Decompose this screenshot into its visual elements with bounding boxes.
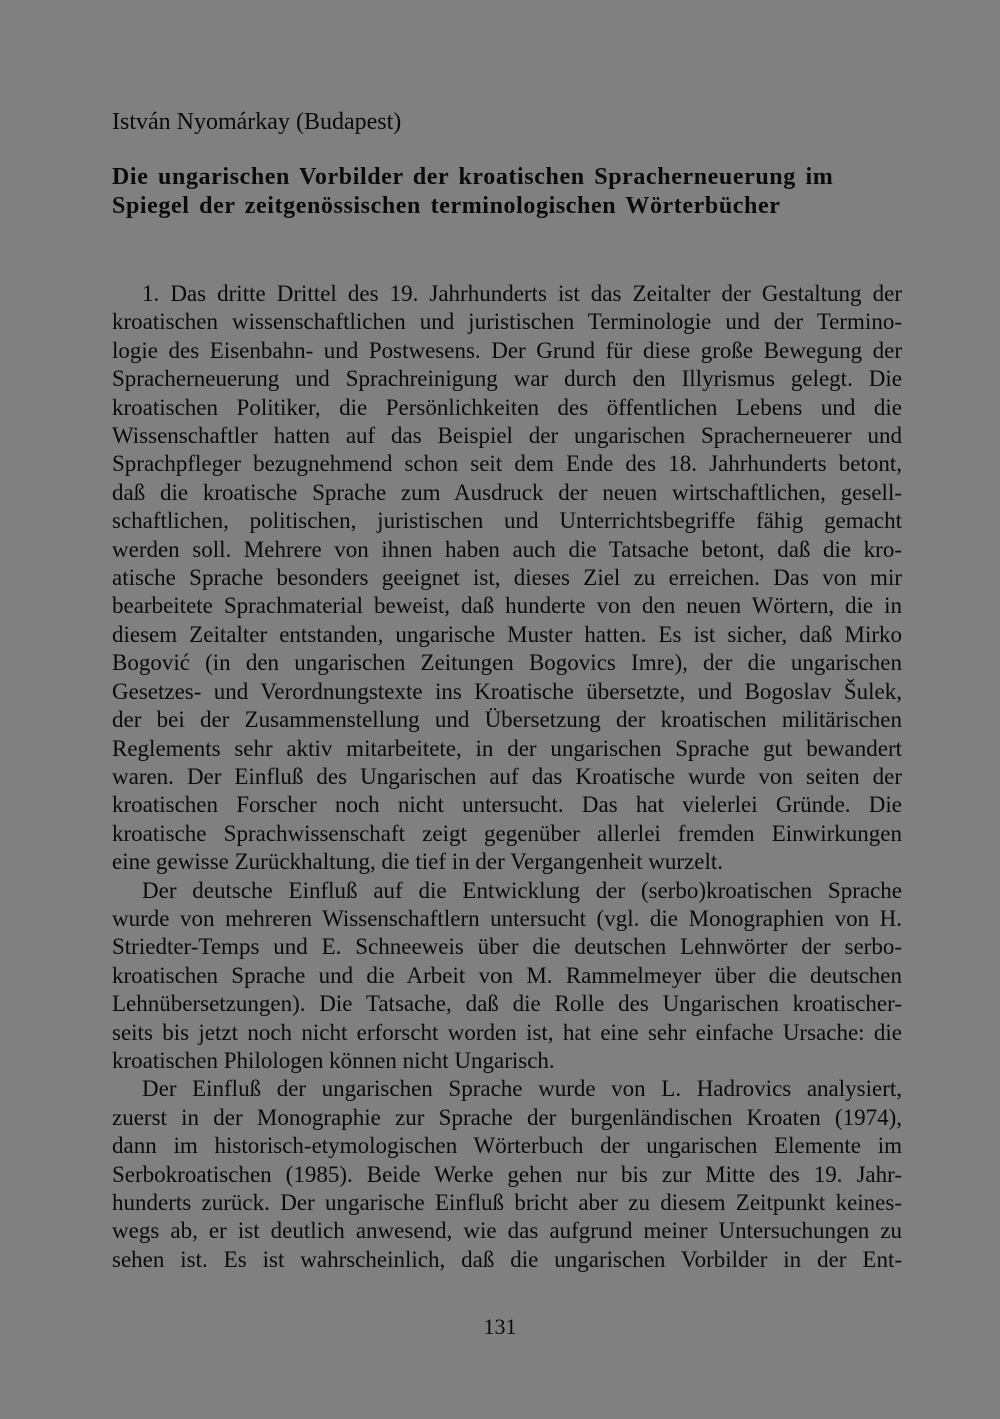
text-line: eine gewisse Zurückhaltung, die tief in der Vergangenheit wurzelt. xyxy=(112,849,724,875)
text-line: kroatische Sprachwissenschaft zeigt gegenüber allerlei fremden Einwirkungen xyxy=(112,820,902,846)
text-line: kroatischen Forscher noch nicht untersucht. Das hat vielerlei Gründe. Die xyxy=(112,792,902,818)
text-line: kroatischen wissenschaftlichen und juristischen Terminologie und der Termino- xyxy=(112,309,902,335)
text-line: dann im historisch-etymologischen Wörterbuch der ungarischen Elemente im xyxy=(112,1133,902,1159)
article-title xyxy=(112,163,902,221)
text-line: Gesetzes- und Verordnungstexte ins Kroatische übersetzte, und Bogoslav Šulek, xyxy=(112,678,902,704)
text-line: zuerst in der Monographie zur Sprache der burgenländischen Kroaten (1974), xyxy=(112,1104,902,1130)
text-line: Wissenschaftler hatten auf das Beispiel der ungarischen Spracherneuerer und xyxy=(112,423,902,449)
page-number: 131 xyxy=(483,1314,517,1339)
text-line: wurde von mehreren Wissenschaftlern untersucht (vgl. die Monographien von H. xyxy=(112,905,902,931)
text-line: daß die kroatische Sprache zum Ausdruck der neuen wirtschaftlichen, gesell- xyxy=(112,479,902,505)
paragraph-1 xyxy=(112,280,902,877)
text-line: hunderts zurück. Der ungarische Einfluß bricht aber zu diesem Zeitpunkt keines- xyxy=(112,1190,902,1215)
text-line: diesem Zeitalter entstanden, ungarische Muster hatten. Es ist sicher, daß Mirko xyxy=(112,621,902,647)
text-line: kroatischen Politiker, die Persönlichkeiten des öffentlichen Lebens und die xyxy=(112,394,902,420)
text-line: kroatischen Philologen können nicht Ungarisch. xyxy=(112,1047,555,1073)
author-line: István Nyomárkay (Budapest) xyxy=(112,109,402,135)
text-line: atische Sprache besonders geeignet ist, dieses Ziel zu erreichen. Das von mir xyxy=(112,565,902,591)
text-line: bearbeitete Sprachmaterial beweist, daß hunderte von den neuen Wörtern, die in xyxy=(112,593,902,619)
text-line: 1. Das dritte Drittel des 19. Jahrhunderts ist das Zeitalter der Gestaltung der xyxy=(142,281,902,306)
text-line: schaftlichen, politischen, juristischen und Unterrichtsbegriffe fähig gemacht xyxy=(112,508,902,534)
paragraph-3 xyxy=(112,1075,902,1274)
text-line: der bei der Zusammenstellung und Übersetzung der kroatischen militärischen xyxy=(112,707,902,733)
text-line: waren. Der Einfluß des Ungarischen auf das Kroatische wurde von seiten der xyxy=(112,763,902,789)
text-line: werden soll. Mehrere von ihnen haben auch die Tatsache betont, daß die kro- xyxy=(112,536,902,562)
text-line: wegs ab, er ist deutlich anwesend, wie das aufgrund meiner Untersuchungen zu xyxy=(112,1218,902,1244)
paragraph-2 xyxy=(112,877,902,1076)
text-line: Der deutsche Einfluß auf die Entwicklung der (serbo)kroatischen Sprache xyxy=(142,877,902,903)
text-line: Sprachpfleger bezugnehmend schon seit dem Ende des 18. Jahrhunderts betont, xyxy=(112,451,902,477)
text-line: Lehnübersetzungen). Die Tatsache, daß die Rolle des Ungarischen kroatischer- xyxy=(112,991,902,1017)
text-line: Serbokroatischen (1985). Beide Werke gehen nur bis zur Mitte des 19. Jahr- xyxy=(112,1161,902,1187)
title-line: Spiegel der zeitgenössischen terminologischen Wörterbücher xyxy=(112,193,781,219)
text-line: Reglements sehr aktiv mitarbeitete, in der ungarischen Sprache gut bewandert xyxy=(112,735,902,761)
text-line: logie des Eisenbahn- und Postwesens. Der Grund für diese große Bewegung der xyxy=(112,337,902,363)
body-text xyxy=(112,280,902,1274)
text-line: seits bis jetzt noch nicht erforscht worden ist, hat eine sehr einfache Ursache: die xyxy=(112,1019,902,1045)
text-line: kroatischen Sprache und die Arbeit von M. Rammelmeyer über die deutschen xyxy=(112,962,902,988)
text-line: Bogović (in den ungarischen Zeitungen Bogovics Imre), der die ungarischen xyxy=(112,650,902,676)
text-line: Der Einfluß der ungarischen Sprache wurde von L. Hadrovics analysiert, xyxy=(142,1076,902,1102)
text-line: Striedter-Temps und E. Schneeweis über die deutschen Lehnwörter der serbo- xyxy=(112,934,902,960)
text-line: sehen ist. Es ist wahrscheinlich, daß die ungarischen Vorbilder in der Ent- xyxy=(112,1246,902,1272)
text-line: Spracherneuerung und Sprachreinigung war durch den Illyrismus gelegt. Die xyxy=(112,366,902,392)
title-line: Die ungarischen Vorbilder der kroatischen Spracherneuerung im xyxy=(112,164,834,190)
